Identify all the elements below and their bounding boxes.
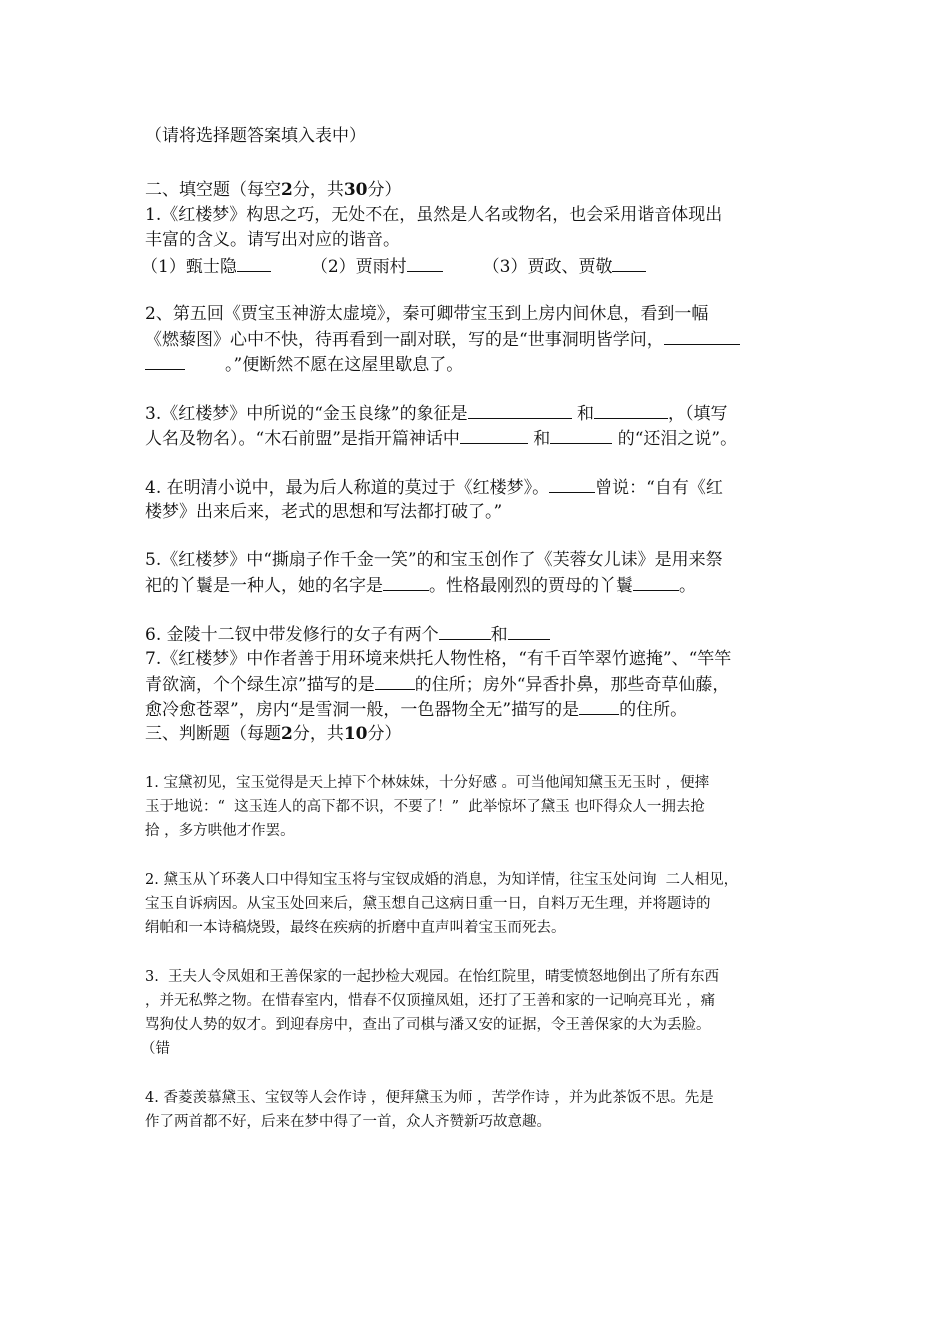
judgement-2-line-2: 宝玉自诉病因。从宝玉处回来后，黛玉想自己这病日重一日，自料万无生理，并将题诗的 <box>145 896 711 912</box>
blank <box>612 255 646 272</box>
heading-text: 分） <box>367 724 402 744</box>
blank <box>237 255 271 272</box>
question-5-line-1: 5.《红楼梦》中“撕扇子作千金一笑”的和宝玉创作了《芙蓉女儿诔》是用来祭 <box>145 550 723 570</box>
question-text: 的“还泪之说”。 <box>617 429 738 449</box>
question-text: 4. 在明清小说中，最为后人称道的莫过于《红楼梦》。 <box>145 478 550 498</box>
question-7-line-1: 7.《红楼梦》中作者善于用环境来烘托人物性格，“有千百竿翠竹遮掩”、“竿竿 <box>145 649 732 669</box>
heading-text: 分，共 <box>292 180 344 200</box>
judgement-1-line-1: 1. 宝黛初见，宝玉觉得是天上掉下个林妹妹，十分好感 。可当他闻知黛玉无玉时 ，便摔 <box>145 775 710 791</box>
question-2-line-2 <box>145 328 740 351</box>
blank <box>633 574 679 591</box>
judgement-3-line-2: ，并无私弊之物。在惜春室内，惜春不仅顶撞凤姐，还打了王善和家的一记响亮耳光 ，痛 <box>145 993 716 1009</box>
heading-number: 30 <box>343 180 368 200</box>
blank <box>579 698 619 715</box>
question-3-line-1 <box>145 402 728 425</box>
blank <box>664 328 740 345</box>
heading-text: 二、填空题（每空 <box>145 180 281 200</box>
judgement-1-line-2: 玉于地说：“ 这玉连人的高下都不识，不要了！” 此举惊坏了黛玉 也吓得众人一拥去抢 <box>145 799 705 815</box>
question-1-line-1: 1.《红楼梦》构思之巧，无处不在，虽然是人名或物名，也会采用谐音体现出 <box>145 205 723 225</box>
item-2: （2）贾雨村 <box>310 257 407 277</box>
question-text: 的住所。 <box>619 700 688 720</box>
judgement-3-line-3: 骂狗仗人势的奴才。到迎春房中，查出了司棋与潘又安的证据，令王善保家的大为丢脸。 <box>145 1017 711 1033</box>
question-text: 。”便断然不愿在这屋里歇息了。 <box>225 355 464 375</box>
question-4-line-2: 楼梦》出来后来，老式的思想和写法都打破了。” <box>145 502 503 522</box>
judgement-4-line-1: 4. 香菱羡慕黛玉、宝钗等人会作诗 ，便拜黛玉为师 ，苦学作诗 ，并为此茶饭不思。先是 <box>145 1090 714 1106</box>
question-text: 和 <box>533 429 551 449</box>
question-2-line-3 <box>145 353 463 376</box>
judgement-3-line-1: 3. 王夫人令凤姐和王善保家的一起抄检大观园。在怡红院里，晴雯愤怒地倒出了所有东西 <box>145 969 720 985</box>
item-3: （3）贾政、贾敬 <box>482 257 613 277</box>
judgement-3-line-4: （错 <box>141 1041 170 1057</box>
question-7-line-2 <box>145 673 729 696</box>
question-text: 青欲滴，个个绿生凉”描写的是 <box>145 675 375 695</box>
judgement-2-line-1: 2. 黛玉从丫环袭人口中得知宝玉将与宝钗成婚的消息，为知详情，往宝玉处问询 二人相见， <box>145 872 739 888</box>
item-1: （1）甄士隐 <box>141 257 237 277</box>
blank <box>439 623 491 640</box>
heading-number: 2 <box>281 180 293 200</box>
blank <box>549 476 595 493</box>
blank <box>550 427 612 444</box>
blank <box>460 427 528 444</box>
blank <box>508 623 550 640</box>
question-text: 和 <box>577 404 595 424</box>
blank <box>594 402 668 419</box>
blank <box>407 255 443 272</box>
blank <box>468 402 572 419</box>
heading-text: 三、判断题（每题 <box>145 724 281 744</box>
question-text: 的住所；房外“异香扑鼻，那些奇草仙藤， <box>414 675 730 695</box>
heading-number: 10 <box>343 724 368 744</box>
question-6-line-1 <box>145 623 550 646</box>
blank <box>383 574 429 591</box>
question-text: 《燃藜图》心中不快，待再看到一副对联，写的是“世事洞明皆学问， <box>145 330 664 350</box>
question-1-line-2: 丰富的含义。请写出对应的谐音。 <box>145 230 400 250</box>
question-2-line-1: 2、第五回《贾宝玉神游太虚境》，秦可卿带宝玉到上房内间休息，看到一幅 <box>145 304 709 324</box>
section-2-heading <box>145 179 402 201</box>
answer-table-note: （请将选择题答案填入表中） <box>145 126 366 146</box>
section-3-heading <box>145 723 402 745</box>
question-text: 。性格最刚烈的贾母的丫鬟 <box>429 576 633 596</box>
question-5-line-2 <box>145 574 696 597</box>
judgement-4-line-2: 作了两首都不好，后来在梦中得了一首，众人齐赞新巧故意趣。 <box>145 1114 551 1130</box>
question-text: 曾说：“自有《红 <box>595 478 723 498</box>
question-text: ，（填写 <box>668 404 728 424</box>
question-text: 和 <box>490 625 508 645</box>
question-text: 人名及物名）。“木石前盟”是指开篇神话中 <box>145 429 460 449</box>
question-text: 3.《红楼梦》中所说的“金玉良缘”的象征是 <box>145 404 468 424</box>
blank <box>145 353 185 370</box>
question-7-line-3 <box>145 698 687 721</box>
question-text: 6. 金陵十二钗中带发修行的女子有两个 <box>145 625 439 645</box>
judgement-1-line-3: 拾 ，多方哄他才作罢。 <box>145 823 295 839</box>
heading-text: 分） <box>367 180 402 200</box>
question-1-items <box>141 255 646 278</box>
question-3-line-2 <box>145 427 737 450</box>
judgement-2-line-3: 绢帕和一本诗稿烧毁，最终在疾病的折磨中直声叫着宝玉而死去。 <box>145 920 566 936</box>
blank <box>375 673 415 690</box>
question-4-line-1 <box>145 476 723 499</box>
heading-text: 分，共 <box>292 724 344 744</box>
question-text: 。 <box>679 576 696 596</box>
question-text: 祀的丫鬟是一种人，她的名字是 <box>145 576 383 596</box>
question-text: 愈冷愈苍翠”，房内“是雪洞一般，一色器物全无”描写的是 <box>145 700 580 720</box>
heading-number: 2 <box>281 724 293 744</box>
